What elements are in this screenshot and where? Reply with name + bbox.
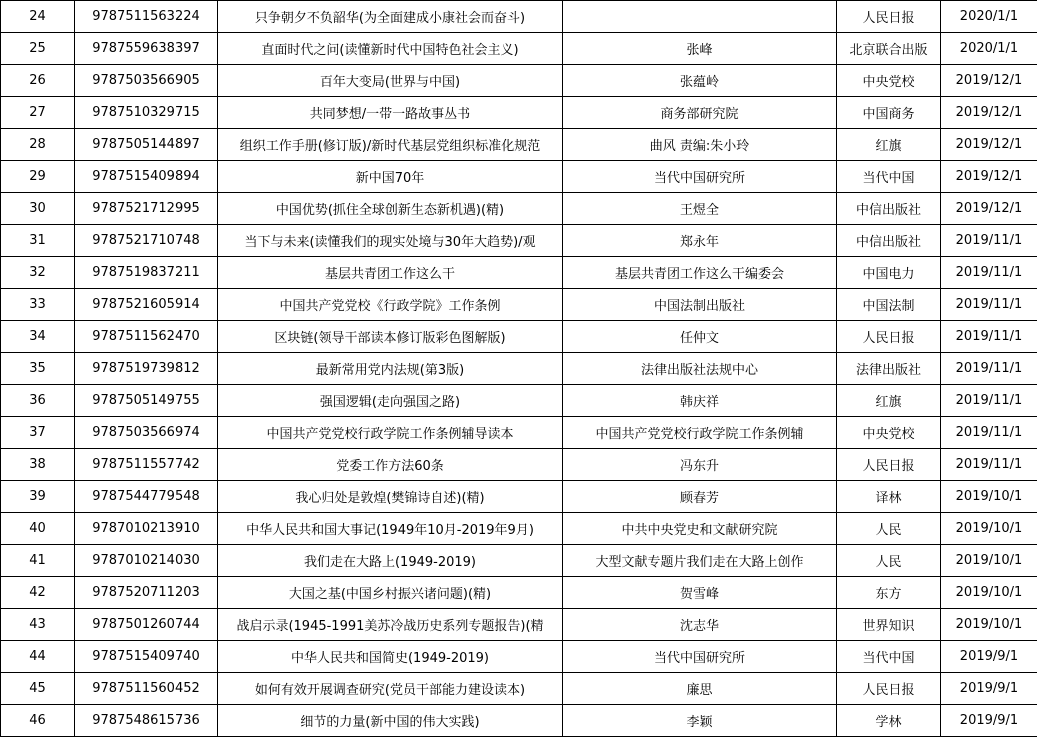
publisher-cell[interactable]: 人民日报 xyxy=(837,1,941,33)
table-row[interactable] xyxy=(1,513,1037,545)
title-cell[interactable]: 新中国70年 xyxy=(218,161,563,193)
table-row[interactable] xyxy=(1,257,1037,289)
author-cell[interactable]: 中共中央党史和文献研究院 xyxy=(563,513,837,545)
author-cell[interactable]: 大型文献专题片我们走在大路上创作 xyxy=(563,545,837,577)
table-body xyxy=(1,1,1037,737)
row-number-cell[interactable]: 38 xyxy=(1,449,75,481)
title-cell[interactable]: 如何有效开展调查研究(党员干部能力建设读本) xyxy=(218,673,563,705)
title-cell[interactable]: 组织工作手册(修订版)/新时代基层党组织标准化规范 xyxy=(218,129,563,161)
author-cell[interactable]: 贺雪峰 xyxy=(563,577,837,609)
publisher-cell[interactable]: 中央党校 xyxy=(837,417,941,449)
row-number-cell[interactable]: 24 xyxy=(1,1,75,33)
isbn-cell[interactable]: 9787503566905 xyxy=(75,65,218,97)
table-row[interactable] xyxy=(1,705,1037,737)
isbn-cell[interactable]: 9787511562470 xyxy=(75,321,218,353)
title-cell[interactable]: 我心归处是敦煌(樊锦诗自述)(精) xyxy=(218,481,563,513)
isbn-cell[interactable]: 9787521605914 xyxy=(75,289,218,321)
publisher-cell[interactable]: 中国电力 xyxy=(837,257,941,289)
author-cell[interactable]: 中国共产党党校行政学院工作条例辅 xyxy=(563,417,837,449)
table-row[interactable] xyxy=(1,385,1037,417)
author-cell[interactable]: 沈志华 xyxy=(563,609,837,641)
title-cell[interactable]: 最新常用党内法规(第3版) xyxy=(218,353,563,385)
row-number-cell[interactable]: 39 xyxy=(1,481,75,513)
date-cell[interactable]: 2019/12/1 xyxy=(941,193,1037,225)
isbn-cell[interactable]: 9787511560452 xyxy=(75,673,218,705)
table-row[interactable] xyxy=(1,193,1037,225)
title-cell[interactable]: 大国之基(中国乡村振兴诸问题)(精) xyxy=(218,577,563,609)
date-cell[interactable]: 2019/10/1 xyxy=(941,609,1037,641)
title-cell[interactable]: 直面时代之问(读懂新时代中国特色社会主义) xyxy=(218,33,563,65)
isbn-cell[interactable]: 9787010213910 xyxy=(75,513,218,545)
isbn-cell[interactable]: 9787520711203 xyxy=(75,577,218,609)
title-cell[interactable]: 只争朝夕不负韶华(为全面建成小康社会而奋斗) xyxy=(218,1,563,33)
publisher-cell[interactable]: 中央党校 xyxy=(837,65,941,97)
isbn-cell[interactable]: 9787559638397 xyxy=(75,33,218,65)
author-cell[interactable]: 中国法制出版社 xyxy=(563,289,837,321)
title-cell[interactable]: 百年大变局(世界与中国) xyxy=(218,65,563,97)
date-cell[interactable]: 2019/11/1 xyxy=(941,449,1037,481)
table-row[interactable] xyxy=(1,673,1037,705)
row-number-cell[interactable]: 29 xyxy=(1,161,75,193)
author-cell[interactable]: 张峰 xyxy=(563,33,837,65)
table-row[interactable] xyxy=(1,161,1037,193)
table-row[interactable] xyxy=(1,417,1037,449)
date-cell[interactable]: 2019/12/1 xyxy=(941,65,1037,97)
title-cell[interactable]: 中国优势(抓住全球创新生态新机遇)(精) xyxy=(218,193,563,225)
row-number-cell[interactable]: 41 xyxy=(1,545,75,577)
isbn-cell[interactable]: 9787010214030 xyxy=(75,545,218,577)
publisher-cell[interactable]: 红旗 xyxy=(837,129,941,161)
publisher-cell[interactable]: 中信出版社 xyxy=(837,225,941,257)
isbn-cell[interactable]: 9787544779548 xyxy=(75,481,218,513)
publisher-cell[interactable]: 东方 xyxy=(837,577,941,609)
author-cell[interactable]: 曲风 责编:朱小玲 xyxy=(563,129,837,161)
table-row[interactable] xyxy=(1,33,1037,65)
date-cell[interactable]: 2019/11/1 xyxy=(941,321,1037,353)
isbn-cell[interactable]: 9787515409740 xyxy=(75,641,218,673)
date-cell[interactable]: 2019/12/1 xyxy=(941,161,1037,193)
table-row[interactable] xyxy=(1,481,1037,513)
table-row[interactable] xyxy=(1,545,1037,577)
isbn-cell[interactable]: 9787511557742 xyxy=(75,449,218,481)
row-number-cell[interactable]: 44 xyxy=(1,641,75,673)
row-number-cell[interactable]: 30 xyxy=(1,193,75,225)
title-cell[interactable]: 共同梦想/一带一路故事丛书 xyxy=(218,97,563,129)
title-cell[interactable]: 党委工作方法60条 xyxy=(218,449,563,481)
title-cell[interactable]: 当下与未来(读懂我们的现实处境与30年大趋势)/观 xyxy=(218,225,563,257)
row-number-cell[interactable]: 27 xyxy=(1,97,75,129)
table-row[interactable] xyxy=(1,321,1037,353)
table-row[interactable] xyxy=(1,65,1037,97)
publisher-cell[interactable]: 当代中国 xyxy=(837,161,941,193)
title-cell[interactable]: 中国共产党党校行政学院工作条例辅导读本 xyxy=(218,417,563,449)
author-cell[interactable]: 基层共青团工作这么干编委会 xyxy=(563,257,837,289)
author-cell[interactable]: 当代中国研究所 xyxy=(563,641,837,673)
table-row[interactable] xyxy=(1,225,1037,257)
author-cell[interactable] xyxy=(563,1,837,33)
author-cell[interactable]: 张蕴岭 xyxy=(563,65,837,97)
title-cell[interactable]: 区块链(领导干部读本修订版彩色图解版) xyxy=(218,321,563,353)
title-cell[interactable]: 中国共产党党校《行政学院》工作条例 xyxy=(218,289,563,321)
isbn-cell[interactable]: 9787501260744 xyxy=(75,609,218,641)
table-row[interactable] xyxy=(1,609,1037,641)
isbn-cell[interactable]: 9787511563224 xyxy=(75,1,218,33)
date-cell[interactable]: 2019/11/1 xyxy=(941,353,1037,385)
row-number-cell[interactable]: 45 xyxy=(1,673,75,705)
isbn-cell[interactable]: 9787519837211 xyxy=(75,257,218,289)
author-cell[interactable]: 王煜全 xyxy=(563,193,837,225)
row-number-cell[interactable]: 42 xyxy=(1,577,75,609)
author-cell[interactable]: 法律出版社法规中心 xyxy=(563,353,837,385)
table-row[interactable] xyxy=(1,289,1037,321)
table-row[interactable] xyxy=(1,449,1037,481)
publisher-cell[interactable]: 中国法制 xyxy=(837,289,941,321)
row-number-cell[interactable]: 37 xyxy=(1,417,75,449)
author-cell[interactable]: 任仲文 xyxy=(563,321,837,353)
row-number-cell[interactable]: 40 xyxy=(1,513,75,545)
row-number-cell[interactable]: 25 xyxy=(1,33,75,65)
author-cell[interactable]: 郑永年 xyxy=(563,225,837,257)
row-number-cell[interactable]: 35 xyxy=(1,353,75,385)
row-number-cell[interactable]: 46 xyxy=(1,705,75,737)
title-cell[interactable]: 我们走在大路上(1949-2019) xyxy=(218,545,563,577)
publisher-cell[interactable]: 人民 xyxy=(837,513,941,545)
author-cell[interactable]: 李颖 xyxy=(563,705,837,737)
publisher-cell[interactable]: 译林 xyxy=(837,481,941,513)
date-cell[interactable]: 2019/9/1 xyxy=(941,673,1037,705)
date-cell[interactable]: 2020/1/1 xyxy=(941,33,1037,65)
publisher-cell[interactable]: 北京联合出版 xyxy=(837,33,941,65)
author-cell[interactable]: 韩庆祥 xyxy=(563,385,837,417)
publisher-cell[interactable]: 人民日报 xyxy=(837,449,941,481)
date-cell[interactable]: 2019/11/1 xyxy=(941,417,1037,449)
table-row[interactable] xyxy=(1,129,1037,161)
publisher-cell[interactable]: 人民日报 xyxy=(837,321,941,353)
title-cell[interactable]: 基层共青团工作这么干 xyxy=(218,257,563,289)
publisher-cell[interactable]: 法律出版社 xyxy=(837,353,941,385)
title-cell[interactable]: 细节的力量(新中国的伟大实践) xyxy=(218,705,563,737)
table-row[interactable] xyxy=(1,577,1037,609)
table-row[interactable] xyxy=(1,1,1037,33)
isbn-cell[interactable]: 9787519739812 xyxy=(75,353,218,385)
date-cell[interactable]: 2019/11/1 xyxy=(941,225,1037,257)
publisher-cell[interactable]: 中国商务 xyxy=(837,97,941,129)
row-number-cell[interactable]: 31 xyxy=(1,225,75,257)
date-cell[interactable]: 2019/10/1 xyxy=(941,545,1037,577)
row-number-cell[interactable]: 36 xyxy=(1,385,75,417)
date-cell[interactable]: 2019/10/1 xyxy=(941,577,1037,609)
isbn-cell[interactable]: 9787548615736 xyxy=(75,705,218,737)
author-cell[interactable]: 顾春芳 xyxy=(563,481,837,513)
isbn-cell[interactable]: 9787510329715 xyxy=(75,97,218,129)
author-cell[interactable]: 廉思 xyxy=(563,673,837,705)
isbn-cell[interactable]: 9787505149755 xyxy=(75,385,218,417)
date-cell[interactable]: 2019/10/1 xyxy=(941,481,1037,513)
isbn-cell[interactable]: 9787515409894 xyxy=(75,161,218,193)
publisher-cell[interactable]: 当代中国 xyxy=(837,641,941,673)
title-cell[interactable]: 强国逻辑(走向强国之路) xyxy=(218,385,563,417)
title-cell[interactable]: 中华人民共和国简史(1949-2019) xyxy=(218,641,563,673)
title-cell[interactable]: 中华人民共和国大事记(1949年10月-2019年9月) xyxy=(218,513,563,545)
publisher-cell[interactable]: 中信出版社 xyxy=(837,193,941,225)
row-number-cell[interactable]: 26 xyxy=(1,65,75,97)
author-cell[interactable]: 冯东升 xyxy=(563,449,837,481)
date-cell[interactable]: 2020/1/1 xyxy=(941,1,1037,33)
author-cell[interactable]: 当代中国研究所 xyxy=(563,161,837,193)
date-cell[interactable]: 2019/10/1 xyxy=(941,513,1037,545)
date-cell[interactable]: 2019/12/1 xyxy=(941,129,1037,161)
table-row[interactable] xyxy=(1,641,1037,673)
isbn-cell[interactable]: 9787521710748 xyxy=(75,225,218,257)
date-cell[interactable]: 2019/11/1 xyxy=(941,289,1037,321)
publisher-cell[interactable]: 人民日报 xyxy=(837,673,941,705)
table-row[interactable] xyxy=(1,353,1037,385)
table-row[interactable] xyxy=(1,97,1037,129)
isbn-cell[interactable]: 9787521712995 xyxy=(75,193,218,225)
date-cell[interactable]: 2019/9/1 xyxy=(941,641,1037,673)
row-number-cell[interactable]: 33 xyxy=(1,289,75,321)
row-number-cell[interactable]: 34 xyxy=(1,321,75,353)
date-cell[interactable]: 2019/11/1 xyxy=(941,257,1037,289)
isbn-cell[interactable]: 9787503566974 xyxy=(75,417,218,449)
publisher-cell[interactable]: 学林 xyxy=(837,705,941,737)
row-number-cell[interactable]: 43 xyxy=(1,609,75,641)
row-number-cell[interactable]: 32 xyxy=(1,257,75,289)
author-cell[interactable]: 商务部研究院 xyxy=(563,97,837,129)
date-cell[interactable]: 2019/12/1 xyxy=(941,97,1037,129)
date-cell[interactable]: 2019/9/1 xyxy=(941,705,1037,737)
title-cell[interactable]: 战启示录(1945-1991美苏冷战历史系列专题报告)(精 xyxy=(218,609,563,641)
publisher-cell[interactable]: 红旗 xyxy=(837,385,941,417)
publisher-cell[interactable]: 世界知识 xyxy=(837,609,941,641)
date-cell[interactable]: 2019/11/1 xyxy=(941,385,1037,417)
isbn-cell[interactable]: 9787505144897 xyxy=(75,129,218,161)
publisher-cell[interactable]: 人民 xyxy=(837,545,941,577)
row-number-cell[interactable]: 28 xyxy=(1,129,75,161)
